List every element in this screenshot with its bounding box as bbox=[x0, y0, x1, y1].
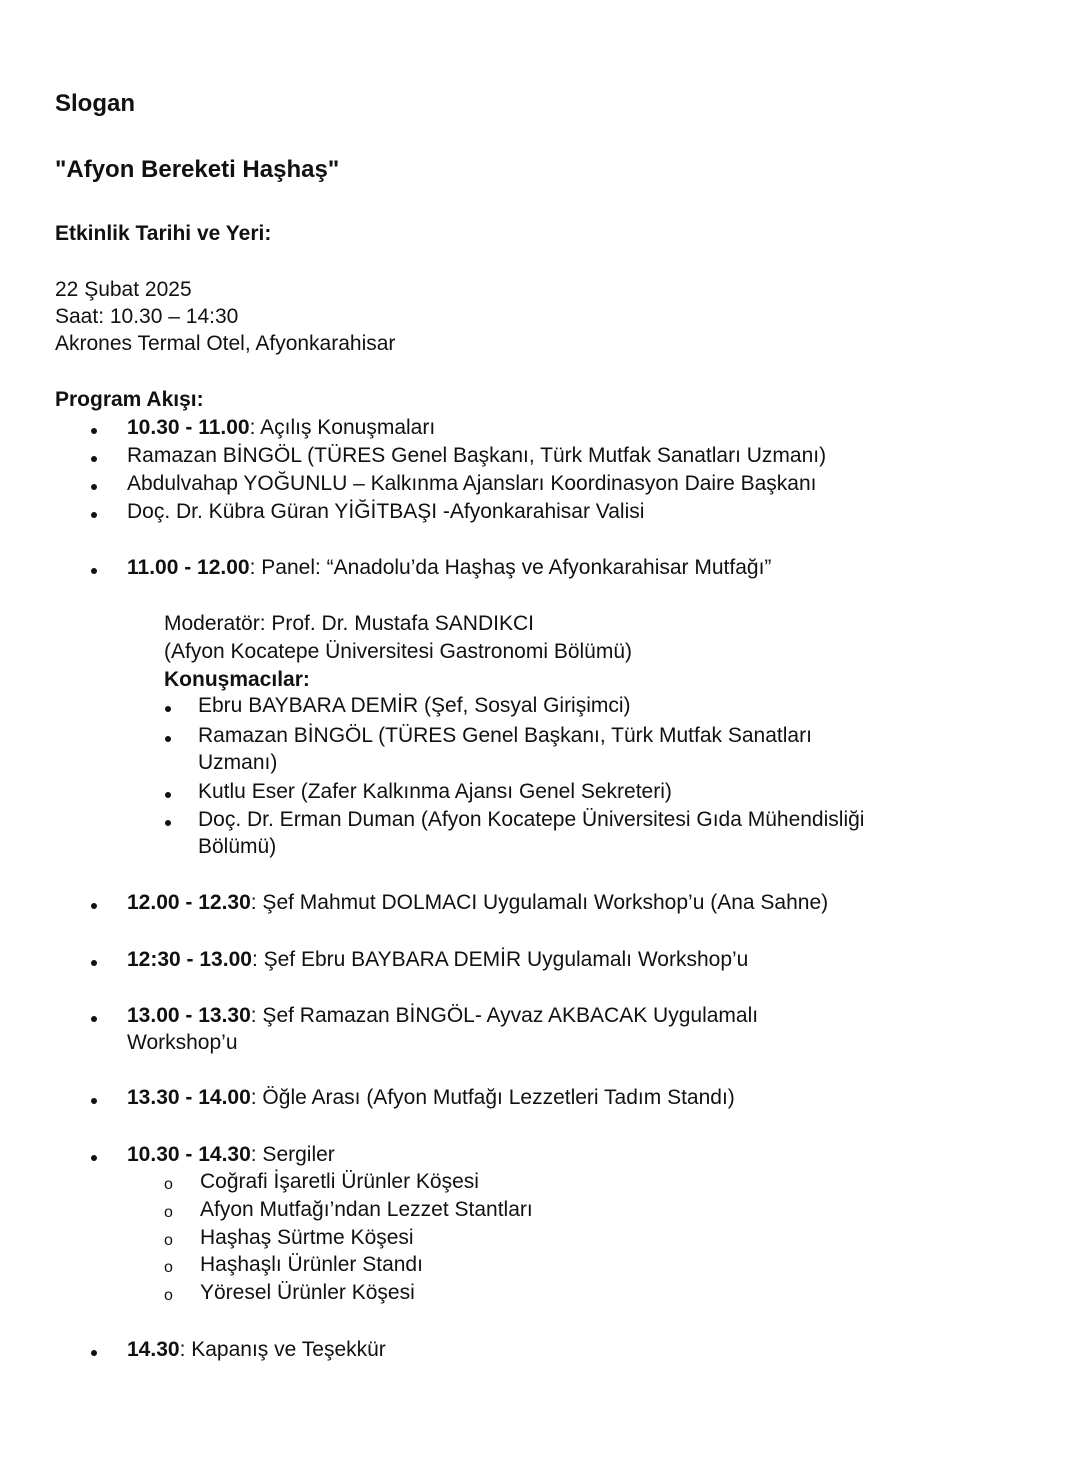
bullet-icon bbox=[91, 456, 97, 462]
program-item-continued: Workshop’u bbox=[127, 1031, 238, 1054]
item-title: : Panel: “Anadolu’da Haşhaş ve Afyonkarahisar Mutfağı” bbox=[249, 556, 772, 579]
panel-speaker: Doç. Dr. Erman Duman (Afyon Kocatepe Üniversitesi Gıda Mühendisliği bbox=[198, 808, 865, 831]
exhibition-item: Haşhaş Sürtme Köşesi bbox=[200, 1226, 414, 1249]
program-heading: Program Akışı: bbox=[55, 388, 204, 411]
program-item-workshop bbox=[127, 1002, 758, 1030]
panel-moderator-affiliation: (Afyon Kocatepe Üniversitesi Gastronomi Bölümü) bbox=[164, 640, 633, 663]
exhibition-item: Afyon Mutfağı’ndan Lezzet Stantları bbox=[200, 1198, 533, 1221]
item-time: 13.00 - 13.30 bbox=[127, 1004, 251, 1027]
event-heading: Etkinlik Tarihi ve Yeri: bbox=[55, 222, 272, 245]
sub-bullet-icon: o bbox=[164, 1176, 173, 1193]
bullet-icon bbox=[91, 568, 97, 574]
program-item-opening bbox=[127, 414, 435, 442]
panel-speaker-continued: Uzmanı) bbox=[198, 751, 278, 774]
item-title: : Şef Mahmut DOLMACI Uygulamalı Workshop’u (Ana Sahne) bbox=[250, 891, 829, 914]
item-title: : Şef Ramazan BİNGÖL- Ayvaz AKBACAK Uygulamalı bbox=[250, 1004, 759, 1027]
bullet-icon bbox=[91, 1098, 97, 1104]
item-time: 10.30 - 14.30 bbox=[127, 1143, 251, 1166]
event-place: Akrones Termal Otel, Afyonkarahisar bbox=[55, 332, 396, 355]
panel-speakers-heading: Konuşmacılar: bbox=[164, 668, 310, 691]
sub-bullet-icon: o bbox=[164, 1287, 173, 1304]
panel-speaker: Ebru BAYBARA DEMİR (Şef, Sosyal Girişimci) bbox=[198, 694, 631, 717]
panel-speaker: Ramazan BİNGÖL (TÜRES Genel Başkanı, Türk Mutfak Sanatları bbox=[198, 724, 812, 747]
event-time: Saat: 10.30 – 14:30 bbox=[55, 305, 239, 328]
item-title: : Açılış Konuşmaları bbox=[249, 416, 436, 439]
item-time: 14.30 bbox=[127, 1338, 180, 1361]
program-item-workshop bbox=[127, 946, 748, 974]
item-time: 13.30 - 14.00 bbox=[127, 1086, 251, 1109]
bullet-icon bbox=[165, 736, 171, 742]
panel-moderator: Moderatör: Prof. Dr. Mustafa SANDIKCI bbox=[164, 612, 534, 635]
item-title: : Sergiler bbox=[250, 1143, 335, 1166]
opening-speaker: Ramazan BİNGÖL (TÜRES Genel Başkanı, Türk Mutfak Sanatları Uzmanı) bbox=[127, 444, 827, 467]
program-item-workshop bbox=[127, 889, 828, 917]
slogan-text: "Afyon Bereketi Haşhaş" bbox=[55, 156, 340, 183]
program-item-panel bbox=[127, 554, 771, 582]
program-item-lunch bbox=[127, 1084, 735, 1112]
bullet-icon bbox=[91, 1350, 97, 1356]
sub-bullet-icon: o bbox=[164, 1259, 173, 1276]
opening-speaker: Doç. Dr. Kübra Güran YİĞİTBAŞI -Afyonkarahisar Valisi bbox=[127, 500, 645, 523]
event-date: 22 Şubat 2025 bbox=[55, 278, 192, 301]
bullet-icon bbox=[165, 706, 171, 712]
sub-bullet-icon: o bbox=[164, 1232, 173, 1249]
item-time: 12.00 - 12.30 bbox=[127, 891, 251, 914]
panel-speaker: Kutlu Eser (Zafer Kalkınma Ajansı Genel Sekreteri) bbox=[198, 780, 672, 803]
item-time: 11.00 - 12.00 bbox=[127, 556, 250, 579]
slogan-heading: Slogan bbox=[55, 90, 136, 117]
program-item-exhibitions bbox=[127, 1141, 335, 1169]
bullet-icon bbox=[91, 960, 97, 966]
bullet-icon bbox=[91, 1155, 97, 1161]
item-title: : Kapanış ve Teşekkür bbox=[179, 1338, 386, 1361]
item-title: : Şef Ebru BAYBARA DEMİR Uygulamalı Workshop’u bbox=[251, 948, 749, 971]
bullet-icon bbox=[91, 484, 97, 490]
bullet-icon bbox=[91, 903, 97, 909]
panel-speaker-continued: Bölümü) bbox=[198, 835, 277, 858]
exhibition-item: Yöresel Ürünler Köşesi bbox=[200, 1281, 415, 1304]
bullet-icon bbox=[165, 792, 171, 798]
bullet-icon bbox=[91, 428, 97, 434]
exhibition-item: Coğrafi İşaretli Ürünler Köşesi bbox=[200, 1170, 479, 1193]
bullet-icon bbox=[165, 820, 171, 826]
bullet-icon bbox=[91, 512, 97, 518]
item-time: 10.30 - 11.00 bbox=[127, 416, 250, 439]
opening-speaker: Abdulvahap YOĞUNLU – Kalkınma Ajansları Koordinasyon Daire Başkanı bbox=[127, 472, 817, 495]
item-title: : Öğle Arası (Afyon Mutfağı Lezzetleri Tadım Standı) bbox=[250, 1086, 735, 1109]
bullet-icon bbox=[91, 1016, 97, 1022]
item-time: 12:30 - 13.00 bbox=[127, 948, 252, 971]
exhibition-item: Haşhaşlı Ürünler Standı bbox=[200, 1253, 423, 1276]
program-item-closing bbox=[127, 1336, 386, 1364]
sub-bullet-icon: o bbox=[164, 1204, 173, 1221]
